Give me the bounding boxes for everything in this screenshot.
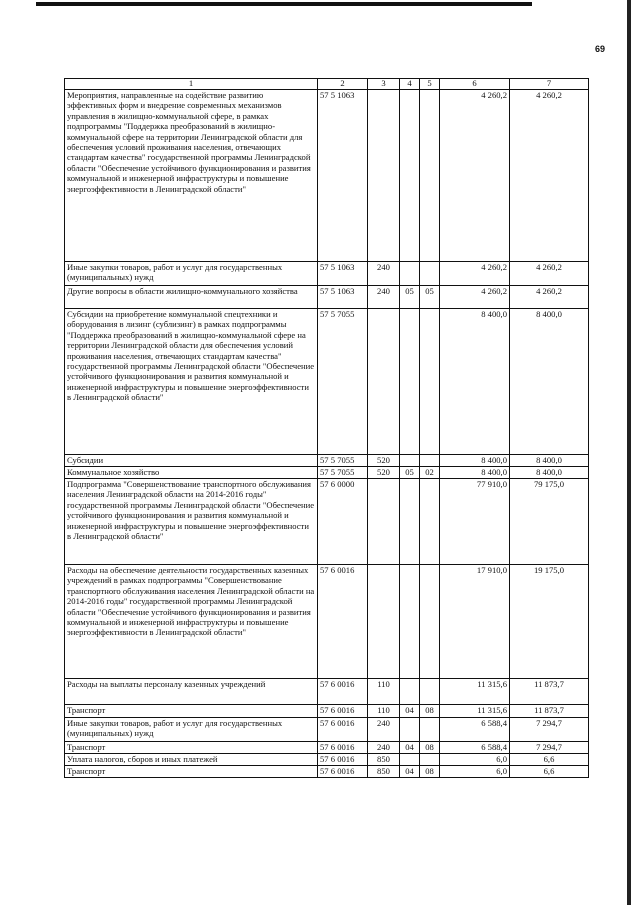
table-row [65, 467, 589, 479]
table-row [65, 455, 589, 467]
row-pr [420, 90, 440, 262]
row-name: Подпрограмма "Совершенствование транспортного обслуживания населения Ленинградской области на 2014-2016 годы" государственной программы Ленинградской области "Обеспечение устойчивого функционирования и развития коммунальной и инженерной инфраструктуры и повышение энергоэффективности в Ленинградской области" [65, 479, 318, 565]
row-value-1: 4 260,2 [440, 262, 510, 286]
scan-edge-top [36, 2, 532, 6]
row-pr [420, 262, 440, 286]
row-vr: 240 [368, 262, 400, 286]
row-vr: 520 [368, 467, 400, 479]
row-rz: 04 [400, 742, 420, 754]
row-code: 57 6 0000 [318, 479, 368, 565]
row-code: 57 5 7055 [318, 467, 368, 479]
row-vr: 110 [368, 705, 400, 718]
row-value-2: 4 260,2 [510, 286, 589, 309]
row-value-2: 4 260,2 [510, 262, 589, 286]
row-value-1: 17 910,0 [440, 565, 510, 679]
row-value-2: 4 260,2 [510, 90, 589, 262]
header-col-2: 2 [318, 79, 368, 90]
row-value-1: 8 400,0 [440, 455, 510, 467]
row-name: Расходы на выплаты персоналу казенных учреждений [65, 679, 318, 705]
row-value-2: 79 175,0 [510, 479, 589, 565]
row-code: 57 5 7055 [318, 309, 368, 455]
table-row [65, 286, 589, 309]
row-pr: 08 [420, 766, 440, 778]
row-rz [400, 718, 420, 742]
row-vr: 110 [368, 679, 400, 705]
row-value-1: 8 400,0 [440, 309, 510, 455]
row-rz [400, 565, 420, 679]
row-vr: 240 [368, 718, 400, 742]
row-pr [420, 718, 440, 742]
row-value-2: 8 400,0 [510, 455, 589, 467]
row-rz [400, 262, 420, 286]
row-value-2: 11 873,7 [510, 705, 589, 718]
row-vr [368, 90, 400, 262]
row-name: Другие вопросы в области жилищно-коммунального хозяйства [65, 286, 318, 309]
row-vr: 240 [368, 286, 400, 309]
row-name: Транспорт [65, 766, 318, 778]
row-pr [420, 679, 440, 705]
row-name: Субсидии на приобретение коммунальной спецтехники и оборудования в лизинг (сублизинг) в рамках подпрограммы "Поддержка преобразований в жилищно-коммунальной сфере на территории Ленинградской области для обеспечения условий проживания населения, отвечающих стандартам качества" государственной программы Ленинградской области "Обеспечение устойчивого функционирования и развития коммунальной и инженерной инфраструктуры и повышение энергоэффективности в Ленинградской области" [65, 309, 318, 455]
row-code: 57 5 1063 [318, 90, 368, 262]
row-value-2: 11 873,7 [510, 679, 589, 705]
row-code: 57 6 0016 [318, 679, 368, 705]
row-code: 57 5 1063 [318, 286, 368, 309]
row-rz [400, 479, 420, 565]
row-name: Субсидии [65, 455, 318, 467]
row-vr: 240 [368, 742, 400, 754]
row-code: 57 6 0016 [318, 565, 368, 679]
row-name: Уплата налогов, сборов и иных платежей [65, 754, 318, 766]
row-pr [420, 754, 440, 766]
header-col-4: 4 [400, 79, 420, 90]
table-row [65, 705, 589, 718]
scan-edge-right [627, 0, 631, 905]
row-vr: 520 [368, 455, 400, 467]
row-value-1: 4 260,2 [440, 286, 510, 309]
row-value-2: 6,6 [510, 754, 589, 766]
row-code: 57 6 0016 [318, 766, 368, 778]
row-value-2: 8 400,0 [510, 309, 589, 455]
table-row [65, 754, 589, 766]
row-value-1: 11 315,6 [440, 679, 510, 705]
row-rz [400, 455, 420, 467]
row-name: Коммунальное хозяйство [65, 467, 318, 479]
table-row [65, 309, 589, 455]
table-row [65, 479, 589, 565]
header-col-6: 6 [440, 79, 510, 90]
row-vr: 850 [368, 766, 400, 778]
header-col-1: 1 [65, 79, 318, 90]
row-rz: 04 [400, 705, 420, 718]
row-value-1: 4 260,2 [440, 90, 510, 262]
row-rz [400, 90, 420, 262]
row-rz [400, 679, 420, 705]
row-code: 57 6 0016 [318, 718, 368, 742]
row-value-1: 77 910,0 [440, 479, 510, 565]
table-row [65, 742, 589, 754]
table-row [65, 90, 589, 262]
header-row [65, 79, 589, 90]
table-row [65, 565, 589, 679]
row-value-2: 6,6 [510, 766, 589, 778]
row-value-2: 8 400,0 [510, 467, 589, 479]
row-name: Иные закупки товаров, работ и услуг для государственных (муниципальных) нужд [65, 718, 318, 742]
page-number: 69 [595, 44, 606, 54]
table-row [65, 718, 589, 742]
row-vr [368, 309, 400, 455]
row-rz: 04 [400, 766, 420, 778]
budget-table [64, 78, 589, 778]
row-pr [420, 309, 440, 455]
row-code: 57 5 1063 [318, 262, 368, 286]
row-value-1: 6 588,4 [440, 718, 510, 742]
row-rz [400, 309, 420, 455]
row-vr [368, 479, 400, 565]
row-vr: 850 [368, 754, 400, 766]
row-pr [420, 565, 440, 679]
row-rz: 05 [400, 467, 420, 479]
row-pr [420, 455, 440, 467]
row-pr: 02 [420, 467, 440, 479]
row-rz: 05 [400, 286, 420, 309]
row-vr [368, 565, 400, 679]
table-row [65, 262, 589, 286]
row-value-1: 6,0 [440, 766, 510, 778]
row-value-2: 7 294,7 [510, 742, 589, 754]
row-value-1: 6,0 [440, 754, 510, 766]
row-code: 57 6 0016 [318, 754, 368, 766]
header-col-7: 7 [510, 79, 589, 90]
table-row [65, 679, 589, 705]
row-name: Мероприятия, направленные на содействие развитию эффективных форм и внедрение современных механизмов управления в жилищно-коммунальной сфере, в рамках подпрограммы "Поддержка преобразований в жилищно-коммунальной сфере на территории Ленинградской области для обеспечения условий проживания населения, отвечающих стандартам качества" государственной программы Ленинградской области "Обеспечение устойчивого функционирования и развития коммунальной и инженерной инфраструктуры и повышение энергоэффективности в Ленинградской области" [65, 90, 318, 262]
row-pr: 08 [420, 705, 440, 718]
row-code: 57 6 0016 [318, 742, 368, 754]
row-value-2: 7 294,7 [510, 718, 589, 742]
row-name: Транспорт [65, 742, 318, 754]
row-value-1: 8 400,0 [440, 467, 510, 479]
row-code: 57 5 7055 [318, 455, 368, 467]
row-value-1: 6 588,4 [440, 742, 510, 754]
row-code: 57 6 0016 [318, 705, 368, 718]
row-name: Иные закупки товаров, работ и услуг для государственных (муниципальных) нужд [65, 262, 318, 286]
row-name: Транспорт [65, 705, 318, 718]
header-col-3: 3 [368, 79, 400, 90]
row-pr [420, 479, 440, 565]
row-value-2: 19 175,0 [510, 565, 589, 679]
row-rz [400, 754, 420, 766]
row-name: Расходы на обеспечение деятельности государственных казенных учреждений в рамках подпрограммы "Совершенствование транспортного обслуживания населения Ленинградской области на 2014-2016 годы" государственной программы Ленинградской области "Обеспечение устойчивого функционирования и развития коммунальной и инженерной инфраструктуры и повышение энергоэффективности в Ленинградской области" [65, 565, 318, 679]
header-col-5: 5 [420, 79, 440, 90]
row-pr: 08 [420, 742, 440, 754]
row-pr: 05 [420, 286, 440, 309]
row-value-1: 11 315,6 [440, 705, 510, 718]
table-row [65, 766, 589, 778]
